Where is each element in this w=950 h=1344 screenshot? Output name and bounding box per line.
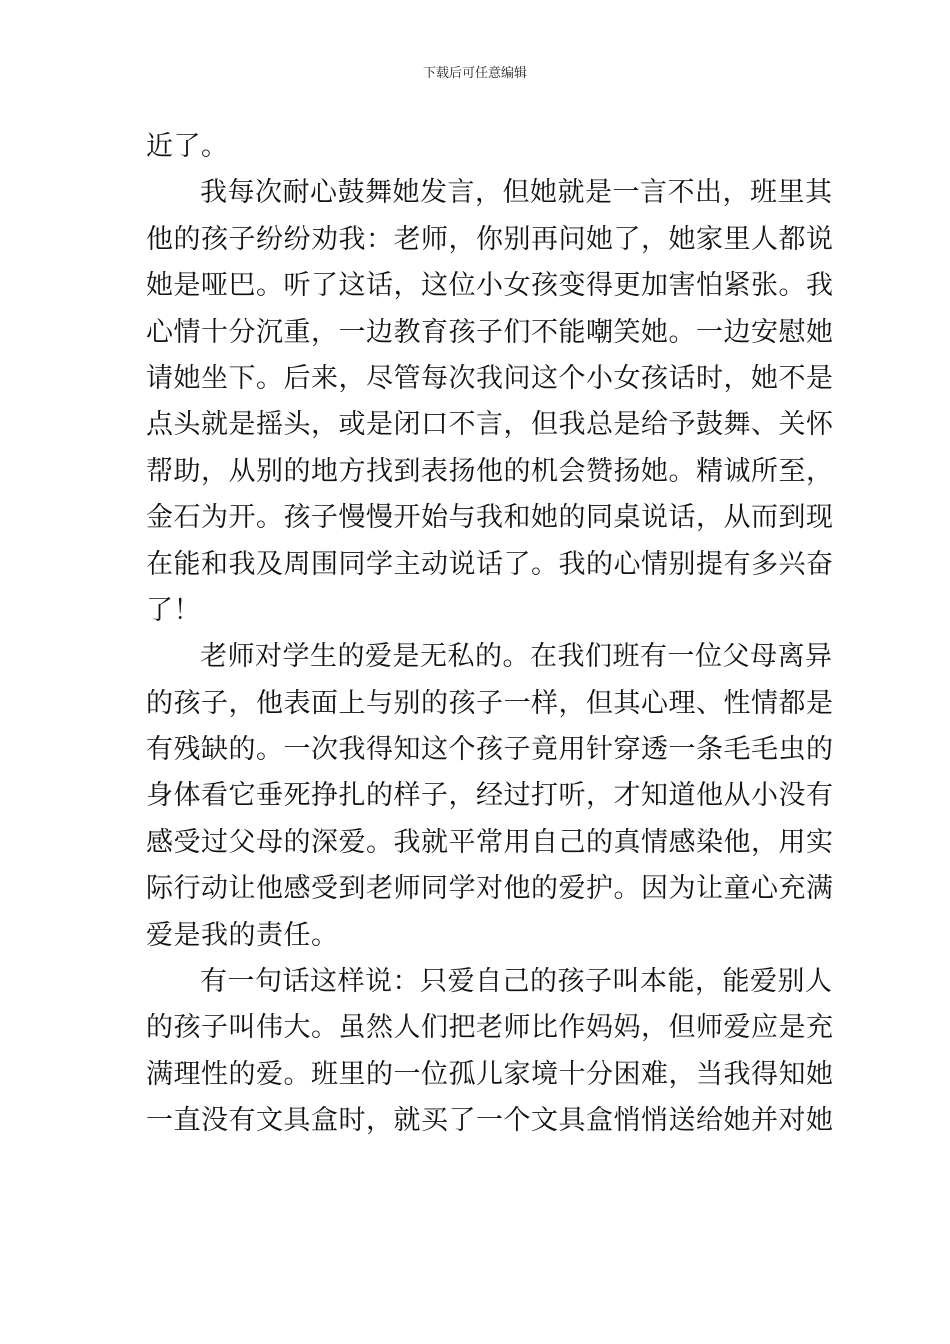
text-line: 的孩子，他表面上与别的孩子一样，但其心理、性情都是 — [146, 687, 834, 719]
text-line: 身体看它垂死挣扎的样子，经过打听，才知道他从小没有 — [146, 780, 834, 812]
text-line: 他的孩子纷纷劝我：老师，你别再问她了，她家里人都说 — [146, 223, 834, 255]
text-line: 的孩子叫伟大。虽然人们把老师比作妈妈，但师爱应是充 — [146, 1012, 834, 1044]
text-line: 帮助，从别的地方找到表扬他的机会赞扬她。精诚所至， — [146, 455, 834, 487]
text-line: 她是哑巴。听了这话，这位小女孩变得更加害怕紧张。我 — [146, 270, 834, 302]
text-line: 满理性的爱。班里的一位孤儿家境十分困难，当我得知她 — [146, 1058, 834, 1090]
text-line: 感受过父母的深爱。我就平常用自己的真情感染他，用实 — [146, 826, 834, 858]
text-line: 了！ — [146, 594, 201, 626]
text-line: 有一句话这样说：只爱自己的孩子叫本能，能爱别人 — [200, 966, 833, 998]
page-header-note: 下载后可任意编辑 — [422, 66, 527, 81]
text-line: 有残缺的。一次我得知这个孩子竟用针穿透一条毛毛虫的 — [146, 734, 834, 766]
text-line: 近了。 — [146, 131, 229, 162]
text-line: 际行动让他感受到老师同学对他的爱护。因为让童心充满 — [146, 873, 834, 905]
text-line: 心情十分沉重，一边教育孩子们不能嘲笑她。一边安慰她 — [146, 316, 834, 348]
text-line: 点头就是摇头，或是闭口不言，但我总是给予鼓舞、关怀 — [146, 409, 834, 441]
text-line: 我每次耐心鼓舞她发言，但她就是一言不出，班里其 — [200, 177, 833, 209]
text-line: 请她坐下。后来，尽管每次我问这个小女孩话时，她不是 — [146, 362, 834, 394]
text-line: 爱是我的责任。 — [146, 919, 339, 951]
text-line: 一直没有文具盒时，就买了一个文具盒悄悄送给她并对她 — [146, 1105, 834, 1137]
document-body — [146, 124, 834, 1145]
text-line: 老师对学生的爱是无私的。在我们班有一位父母离异 — [200, 641, 833, 673]
text-line: 金石为开。孩子慢慢开始与我和她的同桌说话，从而到现 — [146, 502, 834, 534]
text-line: 在能和我及周围同学主动说话了。我的心情别提有多兴奋 — [146, 548, 834, 580]
